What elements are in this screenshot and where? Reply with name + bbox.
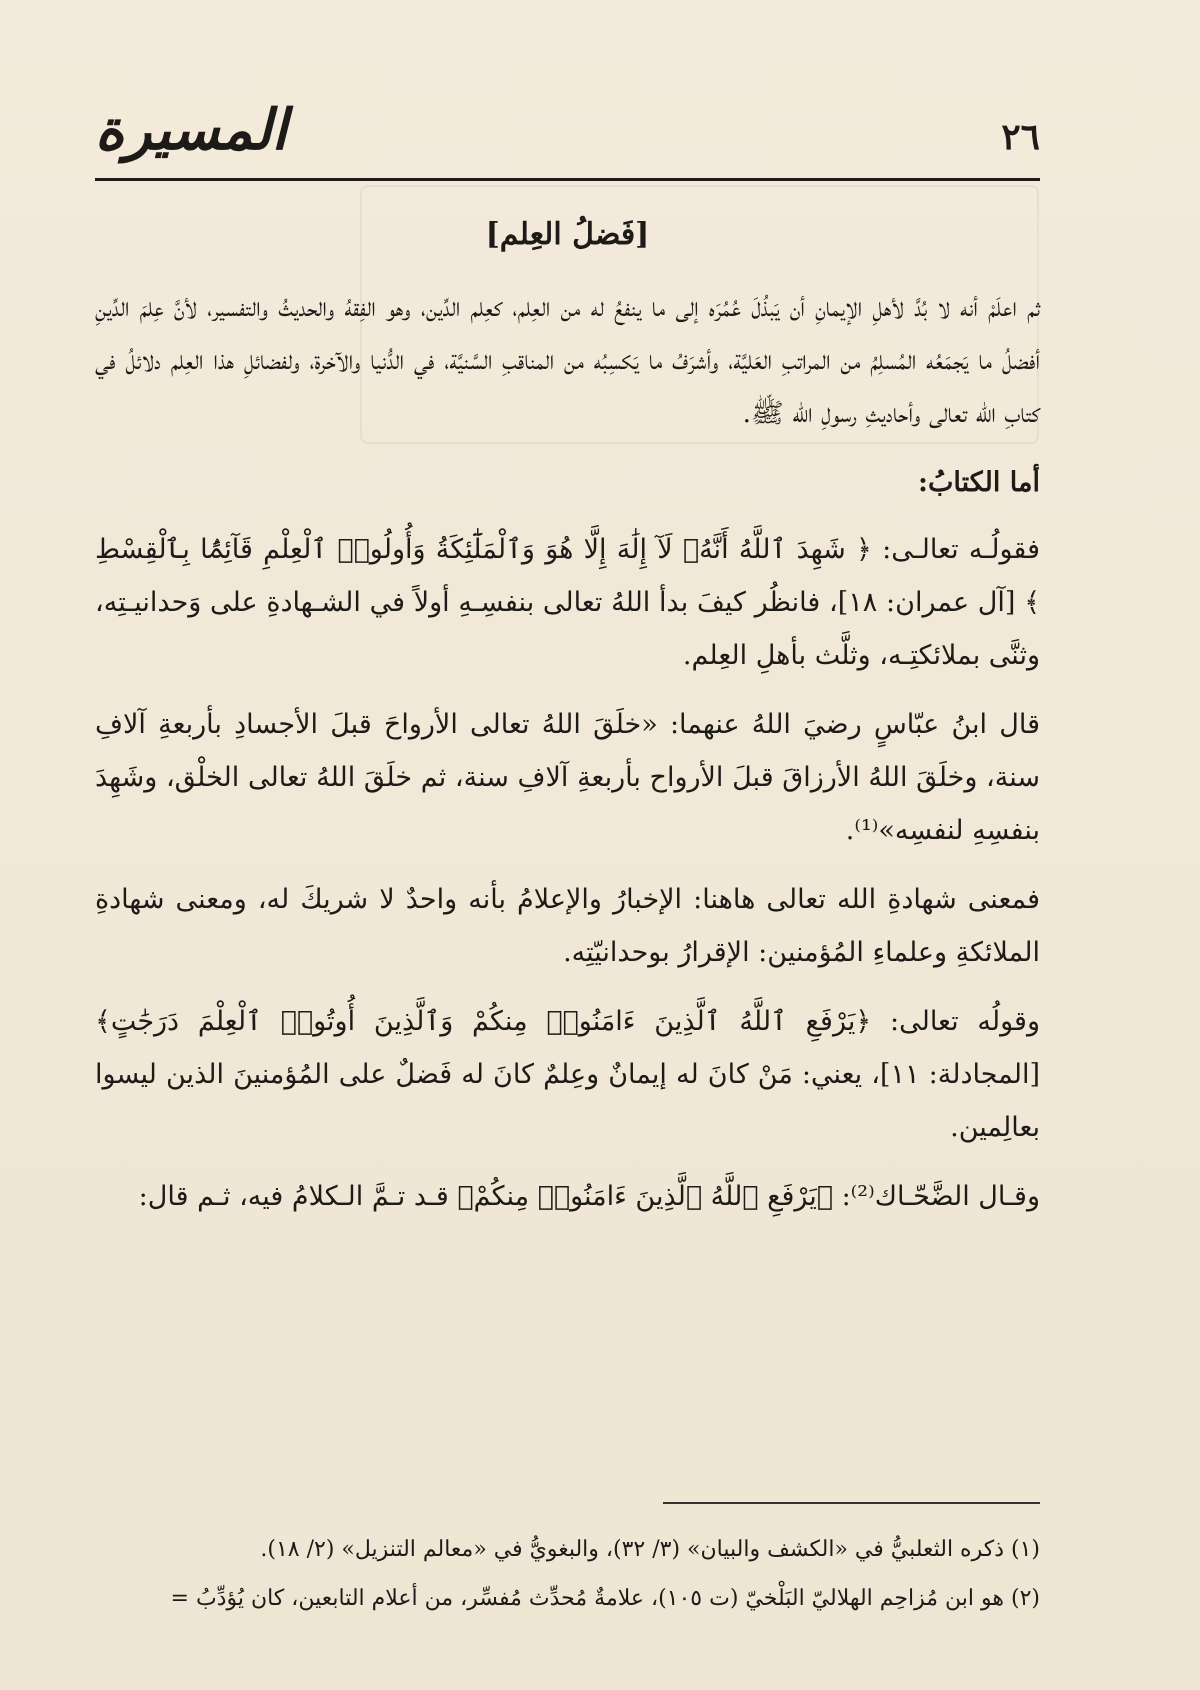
paragraph-quran-verse-1: فقولُـه تعالـى: ﴿ شَهِدَ ٱللَّهُ أَنَّهُۥ لَآ إِلَٰهَ إِلَّا هُوَ وَٱلْمَلَٰٓئِكَةُ وَأُولُوا۟ ٱلْعِلْمِ قَآئِمًۢا بِٱلْقِسْطِ ﴾ [آل عمران: ١٨]، فانظُر كيفَ بدأ اللهُ تعالى بنفسِـهِ أولاً في الشـهادةِ على وَحدانيـتِه، وثنَّى بملائكتِـه، وثلَّث بأهلِ العِلم. <box>95 534 1041 671</box>
paragraph-meaning: فمعنى شهادةِ الله تعالى هاهنا: الإخبارُ والإعلامُ بأنه واحدٌ لا شريكَ له، ومعنى شهادةِ الملائكةِ وعلماءِ المُؤمنين: الإقرارُ بوحدانيّتِه. <box>95 884 1040 968</box>
subheading-book: أما الكتابُ: <box>918 467 1040 498</box>
paragraph-dahhak: وقـال الضَّحّـاك⁽²⁾: ﴿يَرْفَعِ ٱللَّهُ ٱلَّذِينَ ءَامَنُوا۟ مِنكُمْ﴾ قـد تـمَّ الـكلامُ فيه، ثـم قال: <box>138 1181 1040 1212</box>
page-number: ٢٦ <box>1001 116 1040 158</box>
page-header <box>95 92 1040 182</box>
paragraph-quran-verse-2: وقولُه تعالى: ﴿يَرْفَعِ ٱللَّهُ ٱلَّذِينَ ءَامَنُوا۟ مِنكُمْ وَٱلَّذِينَ أُوتُوا۟ ٱلْعِلْمَ دَرَجَٰتٍ﴾ [المجادلة: ١١]، يعني: مَنْ كانَ له إيمانٌ وعِلمٌ كانَ له فَضلٌ على المُؤمنينَ الذين ليسوا بعالِمين. <box>95 1006 1040 1143</box>
book-title: المسيرة <box>95 97 288 163</box>
footnote-divider <box>663 1502 1040 1504</box>
paragraph-ibn-abbas: قال ابنُ عبّاسٍ رضيَ اللهُ عنهما: «خلَقَ اللهُ تعالى الأرواحَ قبلَ الأجسادِ بأربعةِ آلافِ سنة، وخلَقَ اللهُ الأرزاقَ قبلَ الأرواح بأربعةِ آلافِ سنة، ثم خلَقَ اللهُ تعالى الخلْق، وشَهِدَ بنفسِهِ لنفسِه»⁽¹⁾. <box>95 709 1040 846</box>
footnotes <box>95 1525 1040 1623</box>
header-divider <box>95 178 1040 181</box>
footnote-2: (٢) هو ابن مُزاحِم الهلاليّ البَلْخيّ (ت ١٠٥)، علامةٌ مُحدِّث مُفسِّر، من أعلام التابعين، كان يُؤدِّبُ = <box>170 1586 1040 1611</box>
paragraph-intro: ثم اعلَمْ أنه لا بُدَّ لأهلِ الإيمانِ أن يَبذُلَ عُمُرَه إلى ما ينفعُ له من العِلم، كعِلم الدِّين، وهو الفِقهُ والحديثُ والتفسير، لأنَّ عِلمَ الدِّينِ أفضلُ ما يَجمَعُه المُسلِمُ من المراتبِ العَليَّة، وأشرَفُ ما يَكسِبُه من المناقبِ السَّنيَّة، في الدُّنيا والآخرة، ولفضائلِ هذا العِلم دلائلُ في كتابِ الله تعالى وأحاديثِ رسولِ الله ﷺ. <box>95 292 1040 429</box>
section-title: [فَضلُ العِلم] <box>485 217 650 252</box>
main-text <box>95 208 1040 1239</box>
footnote-1: (١) ذكره الثعلبيُّ في «الكشف والبيان» (٣/ ٣٢)، والبغويُّ في «معالم التنزيل» (٢/ ١٨). <box>260 1537 1040 1562</box>
